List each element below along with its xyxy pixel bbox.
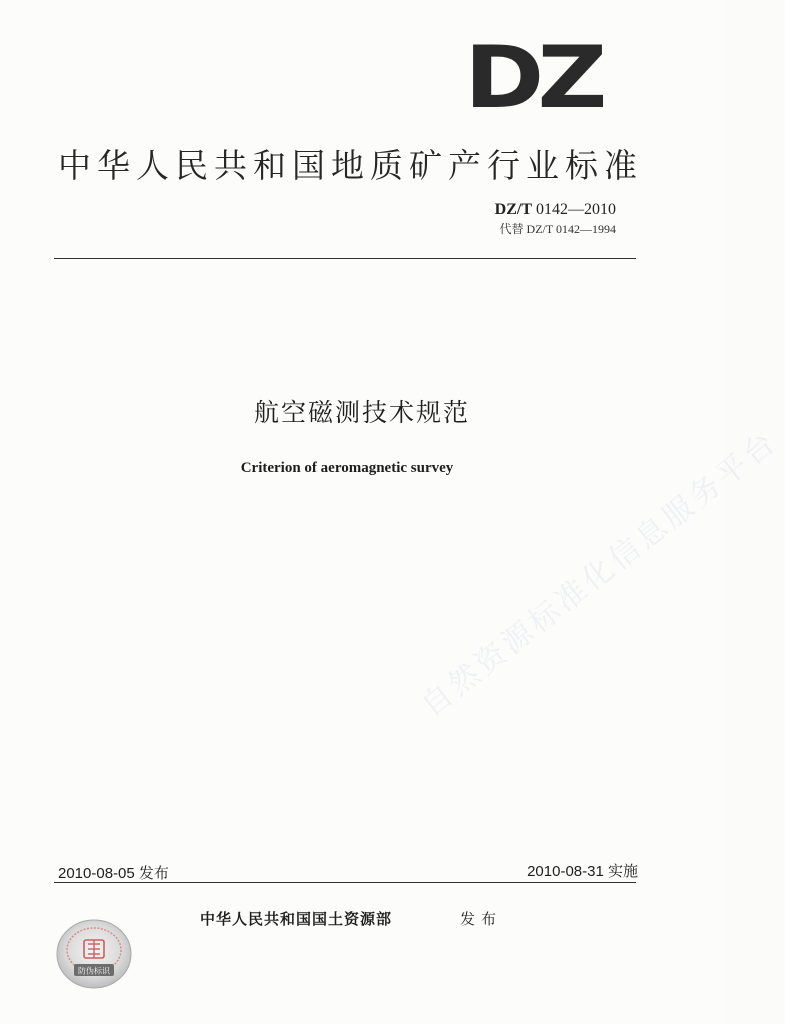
- top-divider: [54, 258, 636, 259]
- seal-label: 防伪标识: [78, 966, 110, 976]
- issuing-authority: 中华人民共和国国土资源部: [200, 910, 393, 928]
- standard-category-title: 中华人民共和国地质矿产行业标准: [58, 146, 643, 185]
- anti-counterfeit-seal-icon: [54, 918, 134, 990]
- standard-number: [495, 201, 616, 219]
- document-subtitle: Criterion of aeromagnetic survey: [240, 460, 454, 476]
- effective-date: 2010-08-31 实施: [527, 863, 638, 880]
- document-title: 航空磁测技术规范: [253, 398, 470, 427]
- issuing-action: 发布: [460, 910, 503, 928]
- standard-number-value: 0142—2010: [532, 201, 616, 218]
- issue-date: 2010-08-05 发布: [58, 865, 169, 882]
- watermark: 自然资源标准化信息服务平台: [414, 424, 785, 724]
- replaced-standard: 代替 DZ/T 0142—1994: [499, 222, 616, 236]
- bottom-divider: [54, 882, 636, 883]
- dz-logo: DZ: [464, 28, 601, 128]
- standard-number-prefix: DZ/T: [494, 201, 532, 218]
